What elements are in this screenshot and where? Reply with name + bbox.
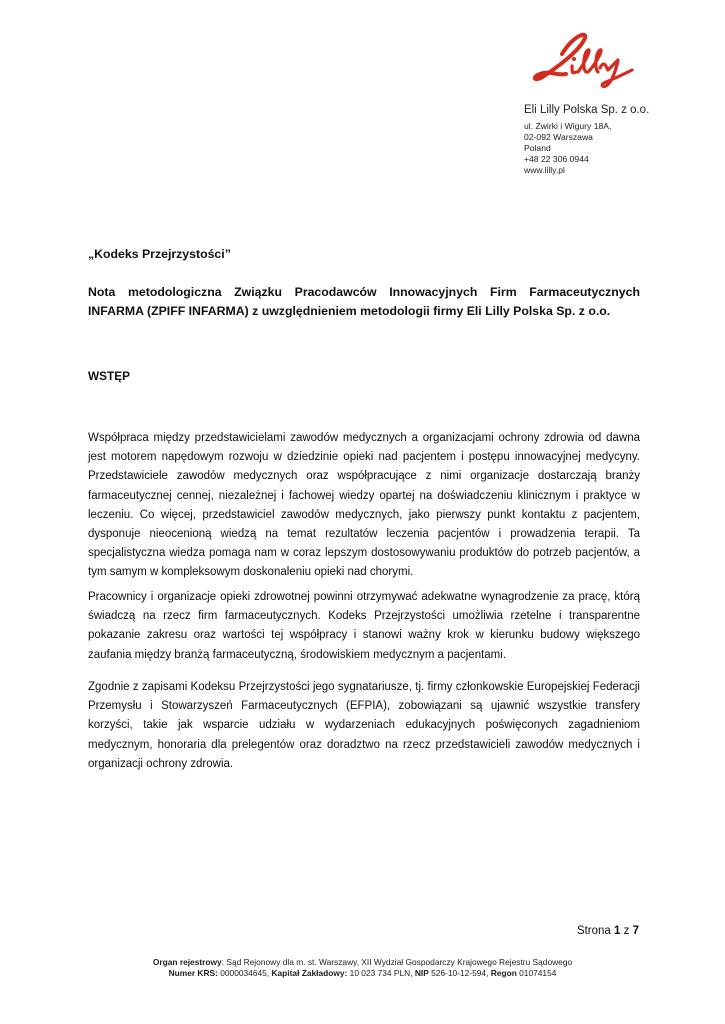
footer-registry: Organ rejestrowy: Sąd Rejonowy dla m. st. Warszawy, XII Wydział Gospodarczy Krajowego Rejestru Sądowego [152, 957, 573, 967]
address-line: Poland [524, 143, 551, 153]
paragraph: Pracownicy i organizacje opieki zdrowotnej powinni otrzymywać adekwatne wynagrodzenie za pracę, którą świadczą na rzecz firm farmaceutycznych. Kodeks Przejrzystości umożliwia rzetelne i transparentne pokazanie zakresu oraz wartości tej współpracy i stanowi ważny krok w kierunku budowy większego zaufania między branżą farmaceutyczną, środowiskiem medycznym a pacjentami. [88, 591, 640, 661]
page-number: Strona 1 z 7 [576, 925, 639, 937]
company-address-block [524, 100, 649, 176]
paragraph: Zgodnie z zapisami Kodeksu Przejrzystości jego sygnatariusze, tj. firmy członkowskie Europejskiej Federacji Przemysłu i Stowarzyszeń Farmaceutycznych (EFPIA), zobowiązani są ujawnić wszystkie transfery korzyści, takie jak wsparcie udziału w wydarzeniach edukacyjnych poświęconych zagadnieniom medycznym, honoraria dla prelegentów oraz doradztwo na rzecz przedstawicieli zawodów medycznych i organizacji ochrony zdrowia. [88, 681, 640, 770]
footer-identifiers: Numer KRS: 0000034645, Kapitał Zakładowy: 10 023 734 PLN, NIP 526-10-12-594, Regon 01074154 [168, 968, 557, 978]
phone-number: +48 22 306 0944 [524, 154, 589, 164]
document-title: „Kodeks Przejrzystości” [88, 247, 231, 261]
company-name: Eli Lilly Polska Sp. z o.o. [524, 104, 650, 116]
document-subtitle: Nota metodologiczna Związku Pracodawców Innowacyjnych Firm Farmaceutycznych INFARMA (ZPIFF INFARMA) z uwzględnieniem metodologii firmy Eli Lilly Polska Sp. z o.o. [88, 285, 640, 318]
paragraph: Współpraca między przedstawicielami zawodów medycznych a organizacjami ochrony zdrowia od dawna jest motorem napędowym rozwoju w dziedzinie opieki nad pacjentem i postępu innowacyjnej medycyny. Przedstawiciele zawodów medycznych oraz współpracujące z nimi organizacje dostarczają branży farmaceutycznej cennej, niezależnej i fachowej wiedzy opartej na doświadczeniu klinicznym i praktyce w leczeniu. Co więcej, przedstawiciel zawodów medycznych, jako pierwszy punkt kontaktu z pacjentem, dysponuje nieocenioną wiedzą na temat rezultatów leczenia pacjentów i prowadzenia terapii. Ta specjalistyczna wiedza pomaga nam w coraz lepszym dostosowywaniu produktów do potrzeb pacjentów, a tym samym w kompleksowym doskonaleniu opieki nad chorymi. [88, 432, 640, 579]
footer [0, 957, 725, 979]
address-line: ul. Żwirki i Wigury 18A, [524, 121, 612, 131]
website-url: www.lilly.pl [524, 165, 565, 175]
section-heading: WSTĘP [88, 369, 130, 383]
address-line: 02-092 Warszawa [524, 132, 593, 142]
lilly-logo [522, 24, 642, 94]
